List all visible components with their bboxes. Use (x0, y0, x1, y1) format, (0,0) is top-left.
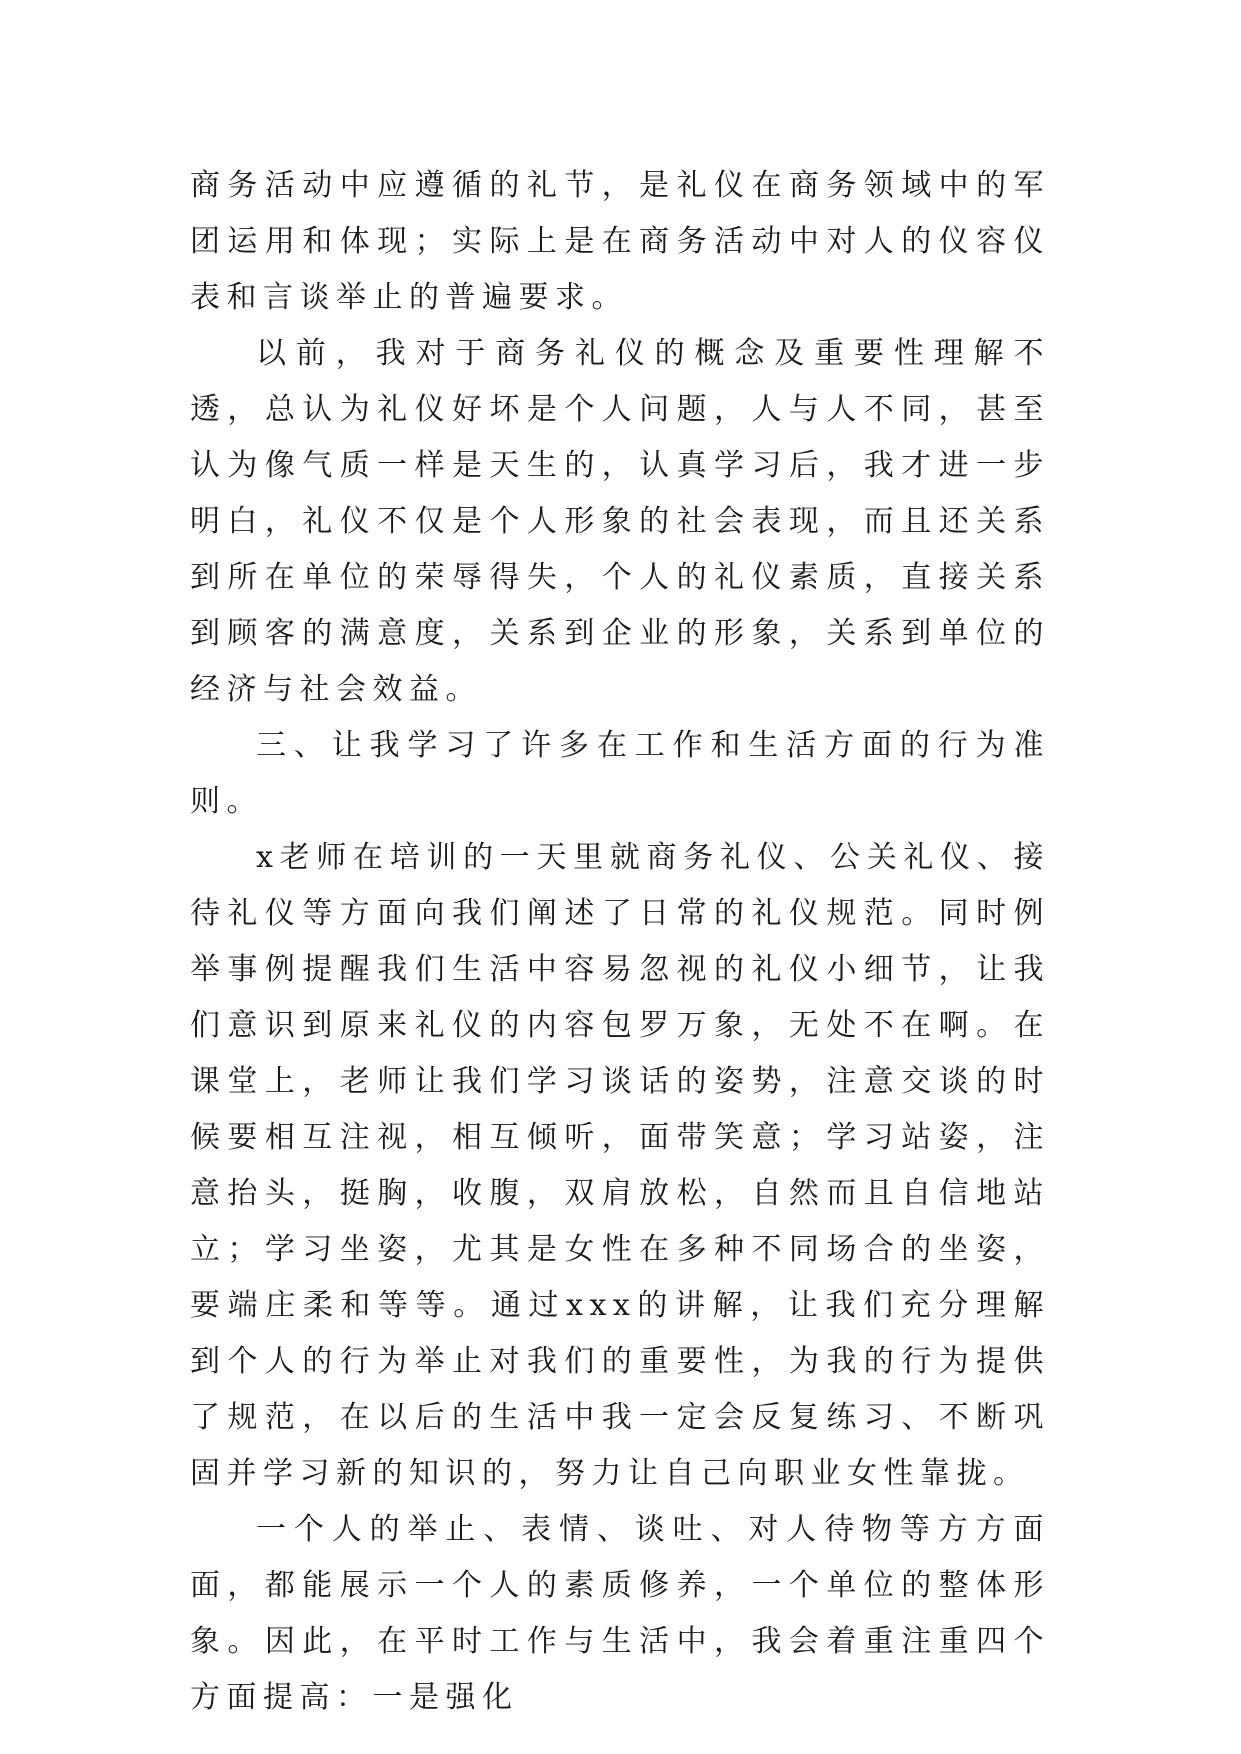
paragraph-5: 一个人的举止、表情、谈吐、对人待物等方方面面，都能展示一个人的素质修养，一个单位的整体形象。因此，在平时工作与生活中，我会着重注重四个方面提高：一是强化 (190, 1512, 1050, 1715)
paragraph-3-heading: 三、让我学习了许多在工作和生活方面的行为准则。 (190, 728, 1050, 819)
paragraph-1: 商务活动中应遵循的礼节，是礼仪在商务领域中的军团运用和体现；实际上是在商务活动中对人的仪容仪表和言谈举止的普遍要求。 (190, 168, 1050, 315)
paragraph-2: 以前，我对于商务礼仪的概念及重要性理解不透，总认为礼仪好坏是个人问题，人与人不同，甚至认为像气质一样是天生的，认真学习后，我才进一步明白，礼仪不仅是个人形象的社会表现，而且还关系到所在单位的荣辱得失，个人的礼仪素质，直接关系到顾客的满意度，关系到企业的形象，关系到单位的经济与社会效益。 (190, 336, 1050, 707)
document-body (190, 158, 1050, 1726)
paragraph-4: x老师在培训的一天里就商务礼仪、公关礼仪、接待礼仪等方面向我们阐述了日常的礼仪规范。同时例举事例提醒我们生活中容易忽视的礼仪小细节，让我们意识到原来礼仪的内容包罗万象，无处不在啊。在课堂上，老师让我们学习谈话的姿势，注意交谈的时候要相互注视，相互倾听，面带笑意；学习站姿，注意抬头，挺胸，收腹，双肩放松，自然而且自信地站立；学习坐姿，尤其是女性在多种不同场合的坐姿，要端庄柔和等等。通过xxx的讲解，让我们充分理解到个人的行为举止对我们的重要性，为我的行为提供了规范，在以后的生活中我一定会反复练习、不断巩固并学习新的知识的，努力让自己向职业女性靠拢。 (190, 840, 1050, 1491)
